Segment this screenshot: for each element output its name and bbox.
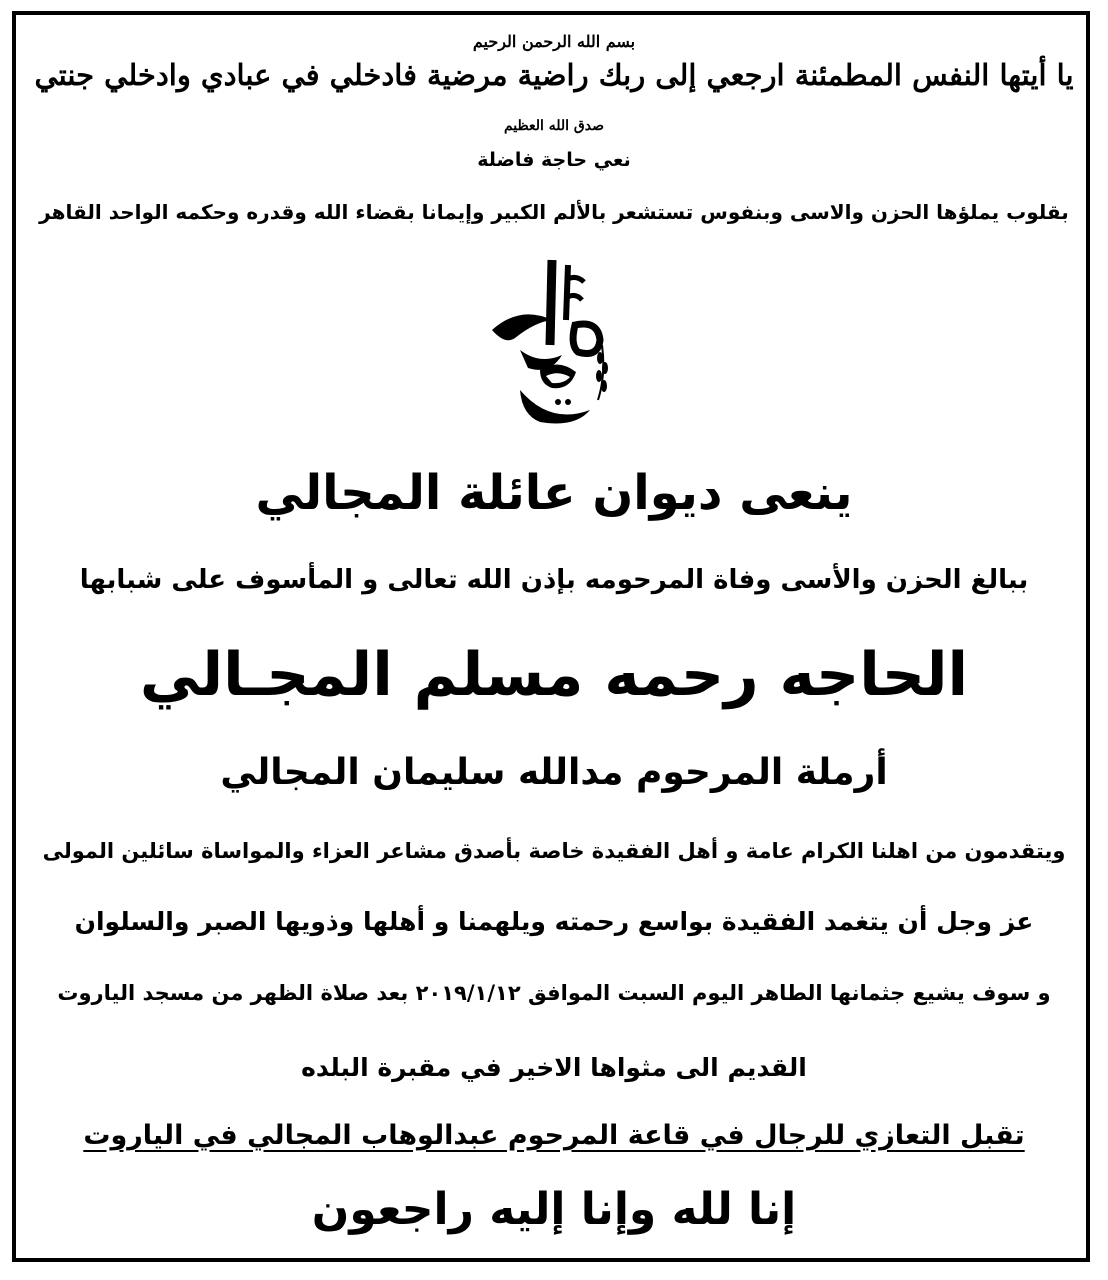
sadaq-allah: صدق الله العظيم [503, 118, 605, 134]
closing-phrase: إنا لله وإنا إليه راجعون [311, 1184, 797, 1235]
condolence-info: تقبل التعازي للرجال في قاعة المرحوم عبدالوهاب المجالي في الياروت [83, 1120, 1025, 1151]
paragraph-line: القديم الى مثواها الاخير في مقبرة البلده [301, 1053, 807, 1082]
basmala: بسم الله الرحمن الرحيم [472, 32, 636, 51]
quran-verse: يا أيتها النفس المطمئنة ارجعي إلى ربك راضية مرضية فادخلي في عبادي وادخلي جنتي [34, 58, 1074, 92]
death-announcement-line: ببالغ الحزن والأسى وفاة المرحومه بإذن الله تعالى و المأسوف على شبابها [79, 565, 1029, 595]
majali-calligraphy-logo [480, 250, 625, 430]
paragraph-line: و سوف يشيع جثمانها الطاهر اليوم السبت الموافق ٢٠١٩/١/١٢ بعد صلاة الظهر من مسجد الياروت [57, 981, 1051, 1005]
paragraph-line: ويتقدمون من اهلنا الكرام عامة و أهل الفقيدة خاصة بأصدق مشاعر العزاء والمواساة سائلين المولى [42, 839, 1066, 863]
family-announcement: ينعى ديوان عائلة المجالي [255, 465, 853, 521]
deceased-name: الحاجه رحمه مسلم المجـالي [139, 640, 969, 710]
paragraph-line: عز وجل أن يتغمد الفقيدة بواسع رحمته ويلهمنا و أهلها وذويها الصبر والسلوان [74, 907, 1034, 936]
obituary-subtitle: نعي حاجة فاضلة [477, 149, 631, 171]
widow-of-line: أرملة المرحوم مدالله سليمان المجالي [220, 752, 888, 793]
intro-line: بقلوب يملؤها الحزن والاسى وبنفوس تستشعر بالألم الكبير وإيمانا بقضاء الله وقدره وحكمه الواحد القاهر [39, 200, 1069, 224]
